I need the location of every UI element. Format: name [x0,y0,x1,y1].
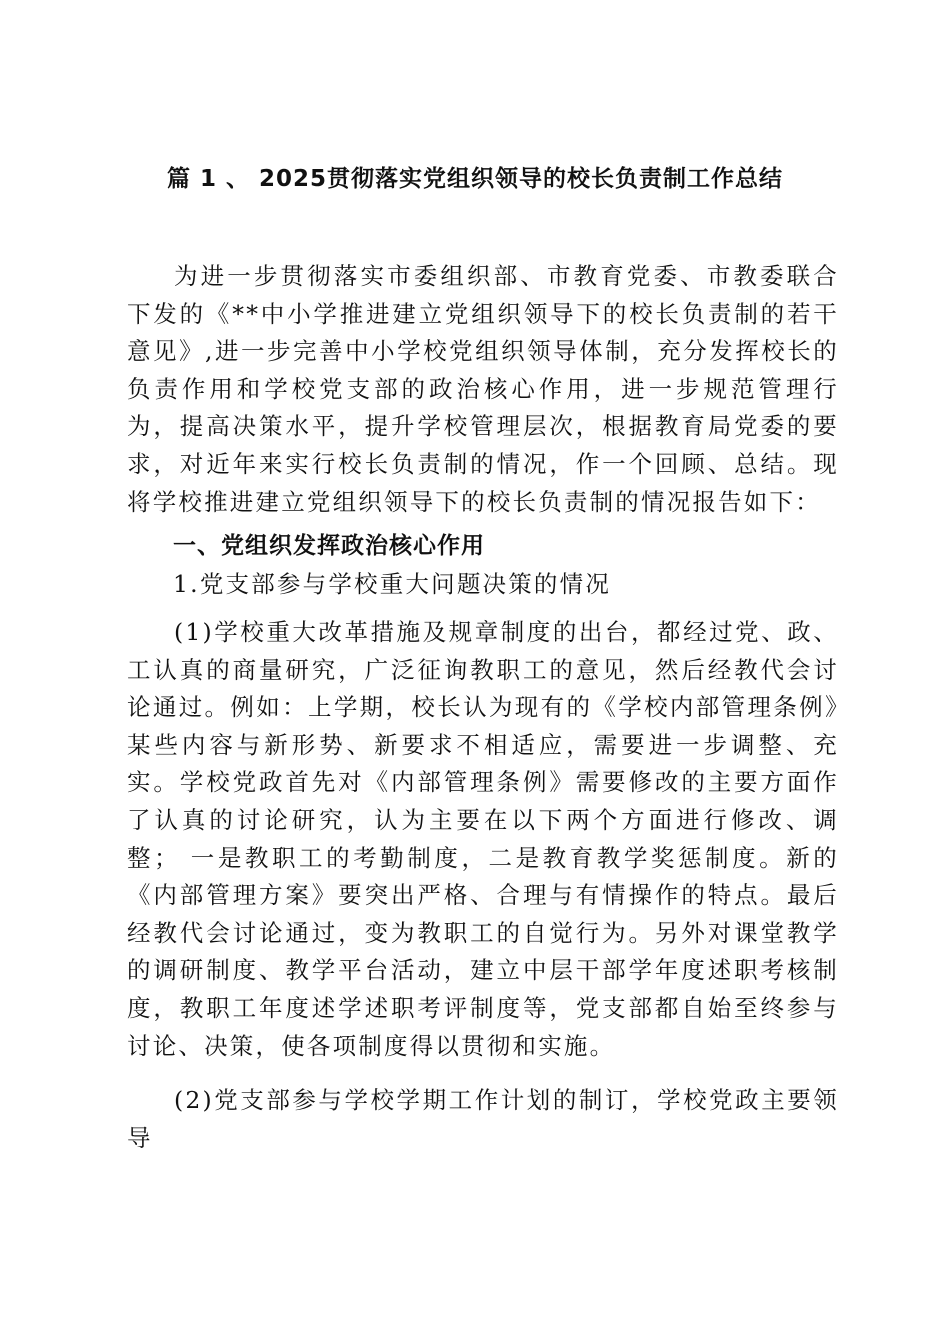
intro-paragraph: 为进一步贯彻落实市委组织部、市教育党委、市教委联合下发的《**中小学推进建立党组织领导下的校长负责制的若干意见》,进一步完善中小学校党组织领导体制，充分发挥校长的负责作用和学校党支部的政治核心作用，进一步规范管理行为，提高决策水平，提升学校管理层次，根据教育局党委的要求，对近年来实行校长负责制的情况，作一个回顾、总结。现将学校推进建立党组织领导下的校长负责制的情况报告如下： [127,262,839,516]
item-2-paragraph: (2)党支部参与学校学期工作计划的制订，学校党政主要领导 [127,1086,839,1152]
item-2-block [127,1082,839,1157]
subsection-heading: 1.党支部参与学校重大问题决策的情况 [173,570,612,598]
section-heading: 一、党组织发挥政治核心作用 [173,533,485,559]
document-title: 篇 1 、 2025贯彻落实党组织领导的校长负责制工作总结 [166,166,784,192]
intro-block [127,258,839,521]
item-1-paragraph: (1)学校重大改革措施及规章制度的出台，都经过党、政、工认真的商量研究，广泛征询教职工的意见，然后经教代会讨论通过。例如：上学期，校长认为现有的《学校内部管理条例》某些内容与新形势、新要求不相适应，需要进一步调整、充实。学校党政首先对《内部管理条例》需要修改的主要方面作了认真的讨论研究，认为主要在以下两个方面进行修改、调整； 一是教职工的考勤制度，二是教育教学奖惩制度。新的《内部管理方案》要突出严格、合理与有情操作的特点。最后经教代会讨论通过，变为教职工的自觉行为。另外对课堂教学的调研制度、教学平台活动，建立中层干部学年度述职考核制度，教职工年度述学述职考评制度等，党支部都自始至终参与讨论、决策，使各项制度得以贯彻和实施。 [127,618,839,1060]
item-1-block [127,614,839,1065]
